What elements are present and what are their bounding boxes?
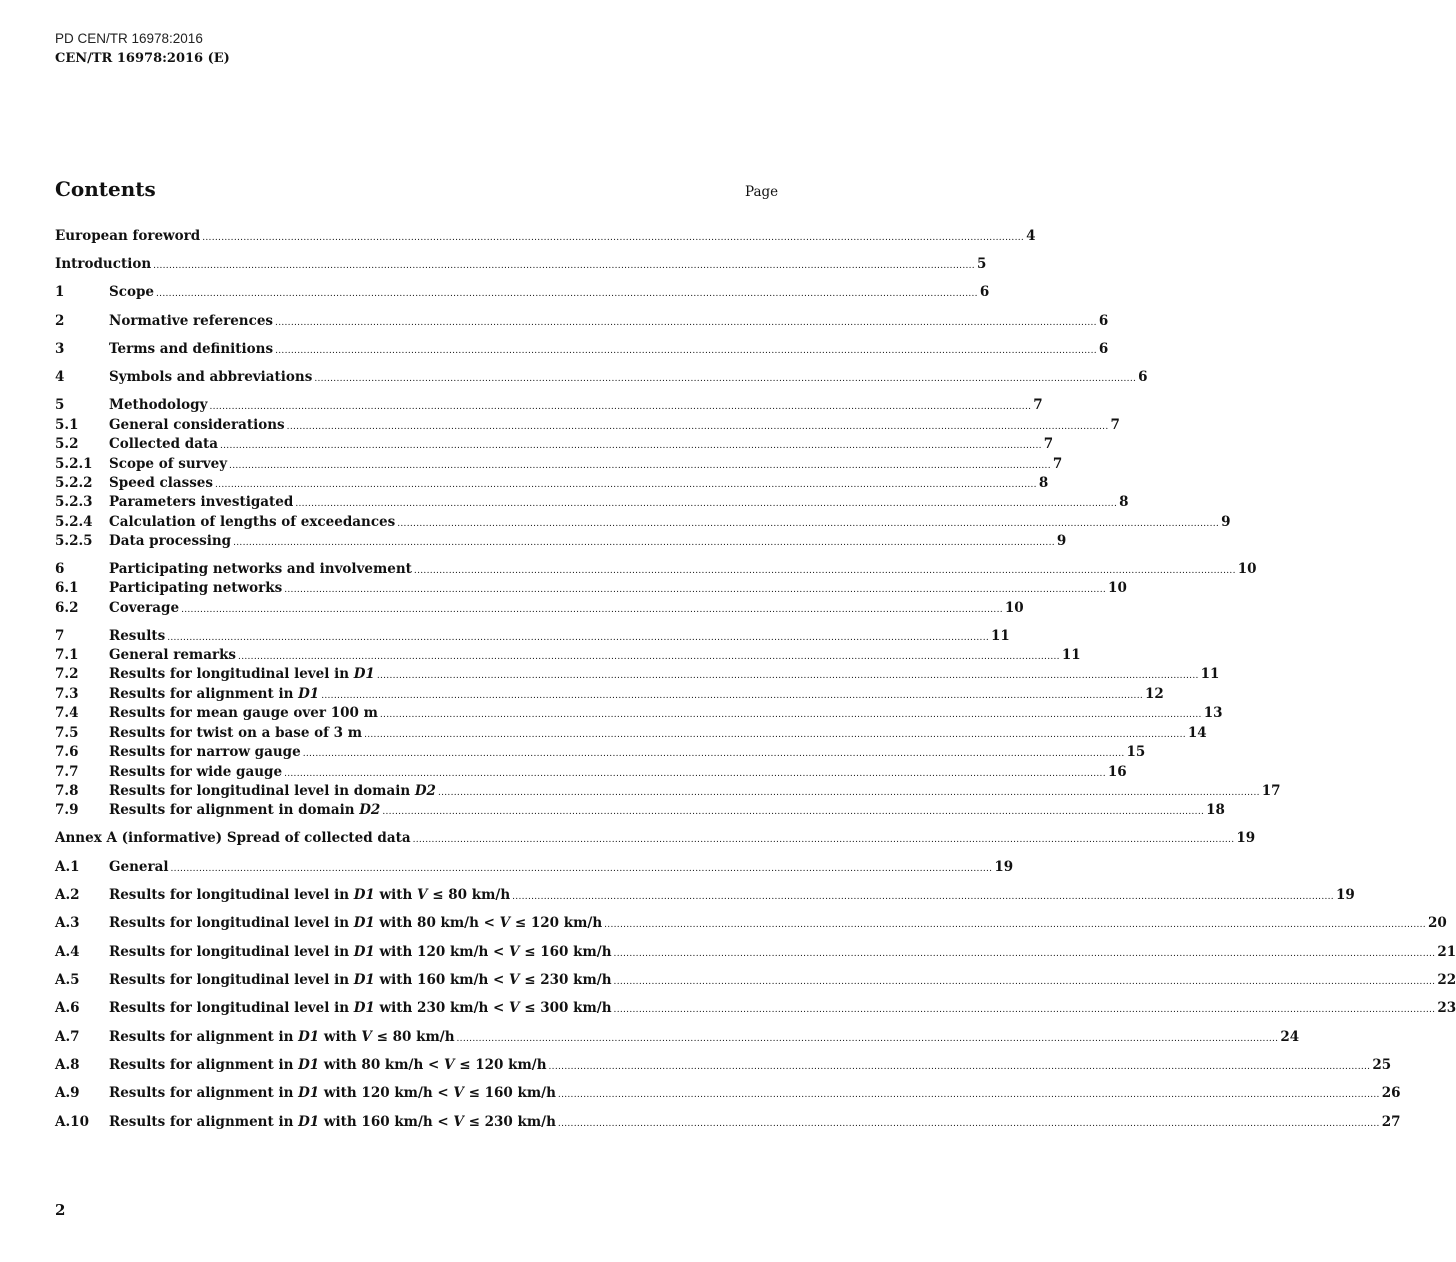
toc-entry-title: Results for longitudinal level in domain D2 [109,783,436,799]
dot-leader: .................................................................................................................................................................................................................................................................... [209,402,1032,412]
dot-leader: .................................................................................................................................................................................................................................................................... [548,1062,1371,1072]
toc-entry-title: Results for longitudinal level in D1 with 120 km/h < V ≤ 160 km/h [109,944,612,960]
toc-entry-title: Results for alignment in D1 with 160 km/h < V ≤ 230 km/h [109,1114,556,1130]
dot-leader: .................................................................................................................................................................................................................................................................... [604,920,1426,930]
toc-entry-title: Participating networks [109,580,283,596]
toc-entry-page: 9 [1221,514,1231,530]
toc-entry[interactable] [55,1027,1300,1047]
toc-entry[interactable] [55,531,1067,551]
toc-entry[interactable] [55,828,1256,848]
dot-leader: .................................................................................................................................................................................................................................................................... [275,318,1097,328]
toc-entry[interactable] [55,626,1010,646]
toc-entry-title: Results for longitudinal level in D1 with V ≤ 80 km/h [109,887,511,903]
toc-entry-number: A.9 [55,1085,80,1101]
toc-entry-number: A.4 [55,944,80,960]
dot-leader: .................................................................................................................................................................................................................................................................... [397,519,1220,529]
toc-entry-number: A.7 [55,1029,80,1045]
toc-entry-page: 6 [1138,369,1148,385]
toc-entry-title: Coverage [109,600,180,616]
toc-entry-page: 21 [1437,944,1456,960]
toc-entry[interactable] [55,684,1164,704]
toc-entry-page: 11 [1061,647,1081,663]
toc-entry-title: Results for longitudinal level in D1 with 160 km/h < V ≤ 230 km/h [109,972,612,988]
toc-entry[interactable] [55,578,1127,598]
toc-entry-title: Symbols and abbreviations [109,369,313,385]
toc-entry[interactable] [55,395,1043,415]
toc-entry-page: 8 [1119,494,1129,510]
toc-entry-page: 24 [1280,1029,1300,1045]
toc-entry-page: 6 [979,284,990,300]
toc-entry-title: Participating networks and involvement [109,561,412,577]
toc-entry-page: 15 [1126,744,1146,760]
toc-entry-title: General [109,859,169,875]
toc-entry-title: Results for longitudinal level in D1 with 80 km/h < V ≤ 120 km/h [109,915,603,931]
dot-leader: .................................................................................................................................................................................................................................................................... [238,652,1060,662]
toc-entry-page: 19 [994,859,1014,875]
toc-entry-title: Scope of survey [109,456,228,472]
toc-entry-page: 27 [1381,1114,1401,1130]
dot-leader: .................................................................................................................................................................................................................................................................... [512,892,1334,902]
dot-leader: .................................................................................................................................................................................................................................................................... [379,710,1202,720]
toc-entry-page: 18 [1206,802,1225,818]
toc-entry-number: 5.1 [55,417,79,433]
toc-entry-number: 7.8 [55,783,79,799]
toc-entry[interactable] [55,645,1081,665]
toc-entry-number: 5.2.1 [55,456,93,472]
toc-entry-title: European foreword [55,228,201,244]
dot-leader: .................................................................................................................................................................................................................................................................... [167,633,990,643]
toc-entry[interactable] [55,970,1456,990]
toc-entry-number: 7.6 [55,744,79,760]
toc-entry-title: Results for longitudinal level in D1 with 230 km/h < V ≤ 300 km/h [109,1000,612,1016]
toc-entry-page: 5 [976,256,987,272]
toc-entry-page: 20 [1427,915,1447,931]
toc-entry-page: 6 [1098,341,1109,357]
dot-leader: .................................................................................................................................................................................................................................................................... [275,346,1097,356]
toc-entry-number: 7.3 [55,686,79,702]
toc-entry-number: 5.2.4 [55,514,93,530]
dot-leader: .................................................................................................................................................................................................................................................................... [557,1090,1380,1100]
toc-entry[interactable] [55,998,1456,1018]
dot-leader: .................................................................................................................................................................................................................................................................... [321,691,1144,701]
toc-entry-number: 7.4 [55,705,79,721]
toc-entry-page: 7 [1033,397,1043,413]
toc-entry-title: Normative references [109,313,274,329]
toc-entry-number: A.8 [55,1057,80,1073]
dot-leader: .................................................................................................................................................................................................................................................................... [613,977,1436,987]
dot-leader: .................................................................................................................................................................................................................................................................... [233,538,1055,548]
toc-entry-title: Results for twist on a base of 3 m [109,725,363,741]
toc-entry-page: 14 [1187,725,1207,741]
toc-entry-title: Results for alignment in domain D2 [109,802,381,818]
dot-leader: .................................................................................................................................................................................................................................................................... [215,480,1037,490]
toc-entry-number: 4 [55,369,65,385]
dot-leader: .................................................................................................................................................................................................................................................................... [382,807,1205,817]
dot-leader: .................................................................................................................................................................................................................................................................... [613,1005,1436,1015]
toc-entry-page: 8 [1038,475,1049,491]
toc-entry-page: 19 [1236,830,1256,846]
toc-entry-number: 6.2 [55,600,79,616]
toc-entry-page: 19 [1335,887,1355,903]
toc-entry[interactable] [55,454,1063,474]
toc-entry-title: Parameters investigated [109,494,294,510]
toc-entry-number: A.5 [55,972,80,988]
toc-entry-number: 3 [55,341,65,357]
dot-leader: .................................................................................................................................................................................................................................................................... [376,671,1199,681]
dot-leader: .................................................................................................................................................................................................................................................................... [284,585,1107,595]
toc-entry-page: 10 [1237,561,1257,577]
dot-leader: .................................................................................................................................................................................................................................................................... [364,730,1186,740]
dot-leader: .................................................................................................................................................................................................................................................................... [314,374,1137,384]
toc-entry[interactable] [55,415,1120,435]
toc-entry[interactable] [55,857,1014,877]
document-reference: CEN/TR 16978:2016 (E) [55,51,230,66]
toc-entry[interactable] [55,885,1355,905]
toc-entry-page: 16 [1107,764,1127,780]
toc-entry[interactable] [55,492,1129,512]
toc-entry-page: 22 [1437,972,1456,988]
toc-entry[interactable] [55,800,1225,820]
toc-entry-title: Results for longitudinal level in D1 [109,666,375,682]
dot-leader: .................................................................................................................................................................................................................................................................... [153,261,975,271]
toc-entry[interactable] [55,1112,1401,1132]
toc-entry-page: 4 [1026,228,1036,244]
toc-entry-title: Results for alignment in D1 with V ≤ 80 km/h [109,1029,455,1045]
toc-entry[interactable] [55,1083,1401,1103]
toc-entry-number: 7.9 [55,802,79,818]
toc-entry-page: 9 [1056,533,1067,549]
dot-leader: .................................................................................................................................................................................................................................................................... [413,566,1236,576]
toc-entry-number: 5.2.5 [55,533,93,549]
toc-entry-title: Scope [109,284,155,300]
toc-entry-page: 12 [1145,686,1164,702]
toc-entry-number: 1 [55,284,65,300]
toc-entry-number: A.3 [55,915,80,931]
toc-entry[interactable] [55,367,1148,387]
toc-entry-title: Data processing [109,533,232,549]
toc-entry[interactable] [55,781,1281,801]
toc-entry-number: 7 [55,628,65,644]
toc-entry[interactable] [55,762,1127,782]
toc-entry-number: A.2 [55,887,80,903]
dot-leader: .................................................................................................................................................................................................................................................................... [181,605,1003,615]
toc-entry-page: 7 [1110,417,1120,433]
dot-leader: .................................................................................................................................................................................................................................................................... [412,835,1235,845]
toc-entry[interactable] [55,664,1220,684]
toc-entry-number: 5.2.3 [55,494,93,510]
toc-entry[interactable] [55,1055,1392,1075]
toc-entry-number: 7.1 [55,647,79,663]
toc-entry-title: Results for alignment in D1 with 80 km/h < V ≤ 120 km/h [109,1057,547,1073]
toc-entry-page: 11 [1200,666,1220,682]
toc-entry-number: A.1 [55,859,80,875]
toc-entry-title: General remarks [109,647,237,663]
toc-entry-title: Introduction [55,256,152,272]
toc-entry-page: 6 [1098,313,1109,329]
toc-entry-number: 5 [55,397,65,413]
toc-entry-page: 26 [1381,1085,1401,1101]
toc-entry-title: Results for narrow gauge [109,744,301,760]
toc-entry-page: 17 [1261,783,1281,799]
dot-leader: .................................................................................................................................................................................................................................................................... [613,949,1436,959]
toc-entry-page: 13 [1203,705,1223,721]
document-code: PD CEN/TR 16978:2016 [55,31,203,46]
toc-entry[interactable] [55,703,1223,723]
dot-leader: .................................................................................................................................................................................................................................................................... [456,1034,1279,1044]
toc-entry-number: A.10 [55,1114,89,1130]
toc-entry-title: Collected data [109,436,218,452]
toc-entry-page: 10 [1108,580,1127,596]
toc-entry[interactable] [55,282,990,302]
toc-entry[interactable] [55,434,1054,454]
dot-leader: .................................................................................................................................................................................................................................................................... [202,233,1025,243]
toc-entry-title: Results for alignment in D1 with 120 km/h < V ≤ 160 km/h [109,1085,556,1101]
dot-leader: .................................................................................................................................................................................................................................................................... [219,441,1042,451]
page-number: 2 [55,1201,66,1219]
toc-entry[interactable] [55,598,1024,618]
toc-entry-number: 5.2.2 [55,475,93,491]
toc-entry[interactable] [55,254,987,274]
dot-leader: .................................................................................................................................................................................................................................................................... [557,1119,1380,1129]
toc-entry-page: 23 [1437,1000,1456,1016]
toc-entry-number: 5.2 [55,436,79,452]
toc-entry[interactable] [55,226,1036,246]
dot-leader: .................................................................................................................................................................................................................................................................... [437,788,1260,798]
toc-entry-number: 6 [55,561,65,577]
dot-leader: .................................................................................................................................................................................................................................................................... [286,422,1109,432]
toc-entry-page: 7 [1043,436,1054,452]
toc-entry[interactable] [55,913,1447,933]
toc-entry-page: 10 [1004,600,1024,616]
toc-entry[interactable] [55,723,1207,743]
toc-entry-title: Methodology [109,397,208,413]
toc-entry[interactable] [55,339,1109,359]
toc-entry[interactable] [55,473,1049,493]
toc-entry-number: 7.2 [55,666,79,682]
dot-leader: .................................................................................................................................................................................................................................................................... [170,864,993,874]
dot-leader: .................................................................................................................................................................................................................................................................... [156,289,978,299]
toc-entry[interactable] [55,559,1257,579]
contents-title: Contents [55,177,156,201]
toc-entry-number: 2 [55,313,65,329]
dot-leader: .................................................................................................................................................................................................................................................................... [295,499,1118,509]
toc-entry[interactable] [55,512,1231,532]
toc-entry-page: 11 [991,628,1010,644]
dot-leader: .................................................................................................................................................................................................................................................................... [284,769,1106,779]
toc-entry[interactable] [55,311,1109,331]
page-column-label: Page [745,184,779,200]
dot-leader: .................................................................................................................................................................................................................................................................... [302,749,1125,759]
toc-entry-title: Results [109,628,166,644]
toc-entry-title: Terms and definitions [109,341,274,357]
toc-entry-number: 7.5 [55,725,79,741]
toc-entry[interactable] [55,942,1456,962]
toc-entry-title: Results for mean gauge over 100 m [109,705,378,721]
toc-entry-page: 25 [1372,1057,1392,1073]
dot-leader: .................................................................................................................................................................................................................................................................... [229,461,1051,471]
toc-entry-title: Speed classes [109,475,214,491]
toc-entry-title: General considerations [109,417,285,433]
toc-entry-number: 6.1 [55,580,79,596]
toc-entry-number: 7.7 [55,764,79,780]
toc-entry[interactable] [55,742,1146,762]
toc-entry-title: Results for wide gauge [109,764,283,780]
toc-entry-title: Calculation of lengths of exceedances [109,514,396,530]
toc-entry-number: A.6 [55,1000,80,1016]
toc-entry-title: Annex A (informative) Spread of collected data [55,830,411,846]
toc-entry-title: Results for alignment in D1 [109,686,320,702]
toc-entry-page: 7 [1052,456,1063,472]
